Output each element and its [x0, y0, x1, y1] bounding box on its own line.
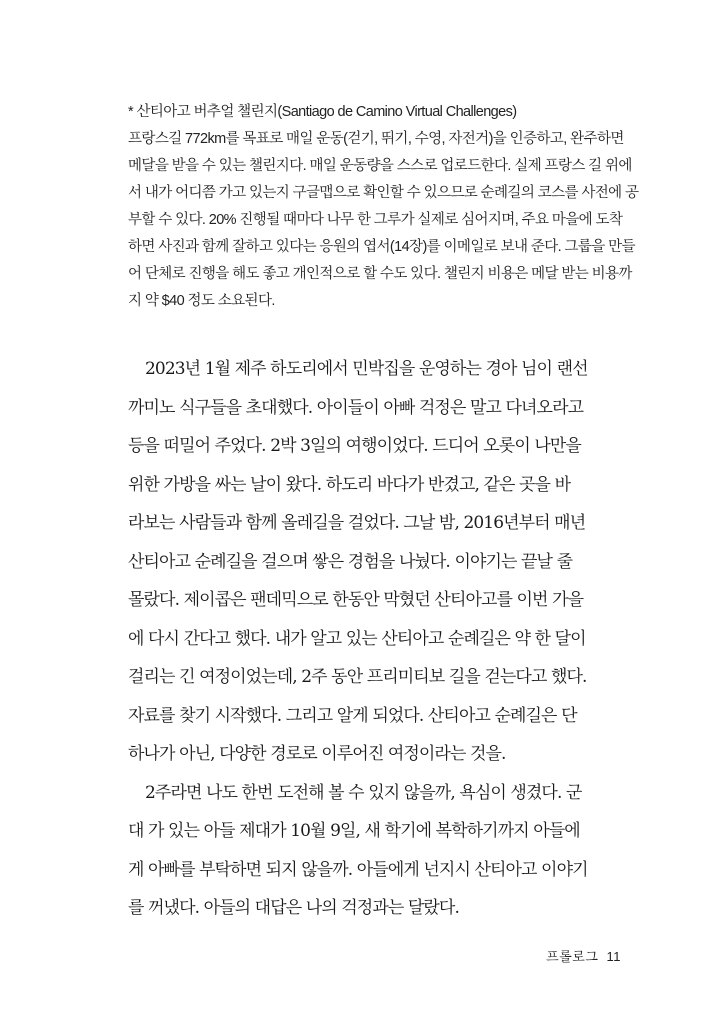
note-line: 부할 수 있다. 20% 진행될 때마다 나무 한 그루가 실제로 심어지며, 주요 마을에 도착: [128, 212, 623, 228]
note-line: 하면 사진과 함께 잘하고 있다는 응원의 엽서(14장)를 이메일로 보내 준다. 그룹을 만들: [128, 239, 635, 255]
body-line: 라보는 사람들과 함께 올레길을 걸었다. 그날 밤, 2016년부터 매년: [128, 513, 586, 533]
note-line: 메달을 받을 수 있는 챌린지다. 매일 운동량을 스스로 업로드한다. 실제 프랑스 길 위에: [128, 158, 632, 174]
section-name: 프롤로그: [546, 949, 599, 964]
body-line: 까미노 식구들을 초대했다. 아이들이 아빠 걱정은 말고 다녀오라고: [128, 397, 584, 418]
body-line: 게 아빠를 부탁하면 되지 않을까. 아들에게 넌지시 산티아고 이야기: [128, 859, 588, 880]
paragraph-first-line: 2023년 1월 제주 하도리에서 민박집을 운영하는 경아 님이 랜선: [145, 359, 588, 379]
body-line: 몰랐다. 제이콥은 팬데믹으로 한동안 막혔던 산티아고를 이번 가을: [128, 590, 584, 610]
body-line: 대 가 있는 아들 제대가 10월 9일, 새 학기에 복학하기까지 아들에: [128, 821, 580, 841]
paragraph-first-line: 2주라면 나도 한번 도전해 볼 수 있지 않을까, 욕심이 생겼다. 군: [145, 782, 582, 803]
page-number: 11: [606, 949, 621, 964]
body-line: 위한 가방을 싸는 날이 왔다. 하도리 바다가 반겼고, 같은 곳을 바: [128, 474, 571, 495]
note-line: 프랑스길 772km를 목표로 매일 운동(걷기, 뛰기, 수영, 자전거)을 인증하고, 완주하면: [128, 131, 624, 147]
body-line: 에 다시 간다고 했다. 내가 알고 있는 산티아고 순례길은 약 한 달이: [128, 628, 586, 649]
body-line: 자료를 찾기 시작했다. 그리고 알게 되었다. 산티아고 순례길은 단: [128, 705, 577, 726]
note-line: 서 내가 어디쯤 가고 있는지 구글맵으로 확인할 수 있으므로 순례길의 코스를 사전에 공: [128, 185, 639, 201]
body-text: [128, 350, 624, 928]
footnote-box: [128, 99, 639, 315]
body-line: 하나가 아닌, 다양한 경로로 이루어진 여정이라는 것을.: [128, 744, 506, 764]
note-line: 어 단체로 진행을 해도 좋고 개인적으로 할 수도 있다. 챌린지 비용은 메달 받는 비용까: [128, 266, 632, 282]
body-line: 걸리는 긴 여정이었는데, 2주 동안 프리미티보 길을 걷는다고 했다.: [128, 667, 587, 687]
body-line: 등을 떠밀어 주었다. 2박 3일의 여행이었다. 드디어 오롯이 나만을: [128, 436, 581, 456]
note-line: * 산티아고 버추얼 챌린지(Santiago de Camino Virtual Challenges): [128, 104, 517, 120]
body-line: 를 꺼냈다. 아들의 대답은 나의 걱정과는 달랐다.: [128, 898, 459, 918]
note-line: 지 약 $40 정도 소요된다.: [128, 293, 275, 309]
page-footer: [542, 946, 621, 965]
body-line: 산티아고 순례길을 걸으며 쌓은 경험을 나눴다. 이야기는 끝날 줄: [128, 551, 573, 572]
